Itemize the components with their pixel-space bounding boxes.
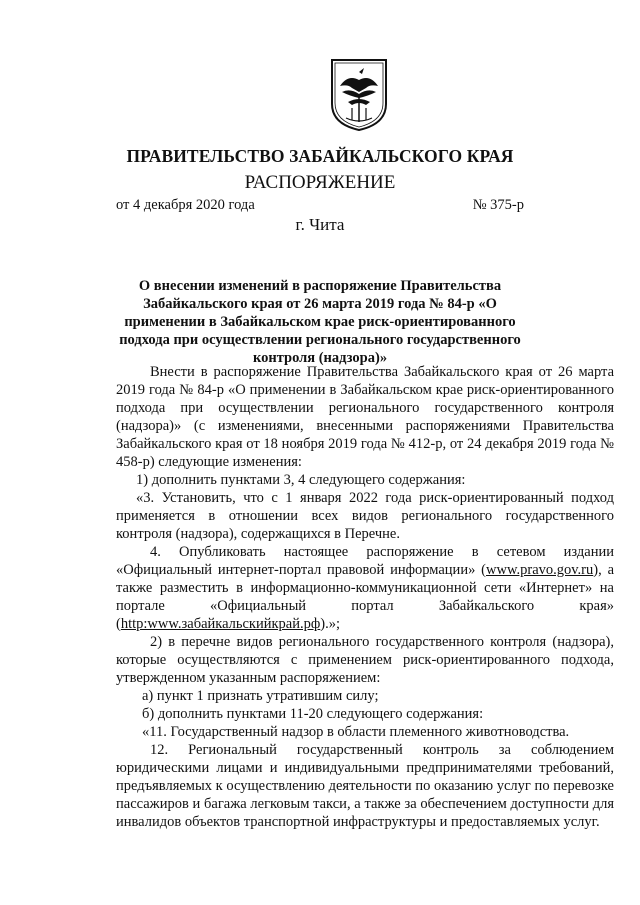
coat-of-arms-emblem <box>328 58 390 132</box>
document-type: РАСПОРЯЖЕНИЕ <box>244 172 396 193</box>
paragraph-item-2b: б) дополнить пунктами 11-20 следующего содержания: <box>142 706 484 722</box>
paragraph-point-11: «11. Государственный надзор в области племенного животноводства. <box>142 724 570 740</box>
paragraph-item-2: 2) в перечне видов регионального государственного контроля (надзора), которые осуществляются с применением риск-ориентированного подхода, утвержденном указанным распоряжением: <box>116 634 614 686</box>
document-number: № 375-р <box>472 197 524 213</box>
paragraph-item-1: 1) дополнить пунктами 3, 4 следующего содержания: <box>136 472 466 488</box>
paragraph-point-3: «3. Установить, что с 1 января 2022 года риск-ориентированный подход применяется в отношении всех видов регионального государственного контроля (надзора), содержащихся в Перечне. <box>116 490 614 542</box>
paragraph-item-2a: а) пункт 1 признать утратившим силу; <box>142 688 379 704</box>
document-city: г. Чита <box>295 215 345 234</box>
pravo-gov-link[interactable]: www.pravo.gov.ru <box>486 562 594 578</box>
document-date: от 4 декабря 2020 года <box>116 197 255 213</box>
government-title: ПРАВИТЕЛЬСТВО ЗАБАЙКАЛЬСКОГО КРАЯ <box>126 146 514 166</box>
paragraph-point-4-text-c: ).»; <box>320 616 340 632</box>
document-subject: О внесении изменений в распоряжение Правительства Забайкальского края от 26 марта 2019 года № 84-р «О применении в Забайкальском крае риск-ориентированного подхода при осуществлении регионального государственного контроля (надзора)» <box>119 278 521 366</box>
zabaikal-portal-link[interactable]: http:www.забайкальскийкрай.рф <box>120 616 321 632</box>
document-body <box>116 363 614 831</box>
paragraph-point-4-text-a: 4. Опубликовать настоящее распоряжение в сетевом издании «Официальный интернет-портал правовой информации» ( <box>116 544 614 578</box>
paragraph-point-4 <box>116 543 614 633</box>
paragraph-point-4-text-b: ), а также разместить в информационно-коммуникационной сети «Интернет» на портале «Официальный портал Забайкальского края» ( <box>116 562 615 632</box>
paragraph-point-12: 12. Региональный государственный контроль за соблюдением юридическими лицами и индивидуальными предпринимателями требований, предъявляемых к осуществлению деятельности по оказанию услуг по перевозке пассажиров и багажа легковым такси, а также за обеспечением доступности для инвалидов объектов транспортной инфраструктуры и предоставляемых услуг. <box>116 742 614 830</box>
paragraph-intro: Внести в распоряжение Правительства Забайкальского края от 26 марта 2019 года № 84-р «О применении в Забайкальском крае риск-ориентированного подхода при осуществлении регионального государственного контроля (надзора)» (с изменениями, внесенными распоряжениями Правительства Забайкальского края от 18 ноября 2019 года № 412-р, от 24 декабря 2019 года № 458-р) следующие изменения: <box>116 364 614 470</box>
